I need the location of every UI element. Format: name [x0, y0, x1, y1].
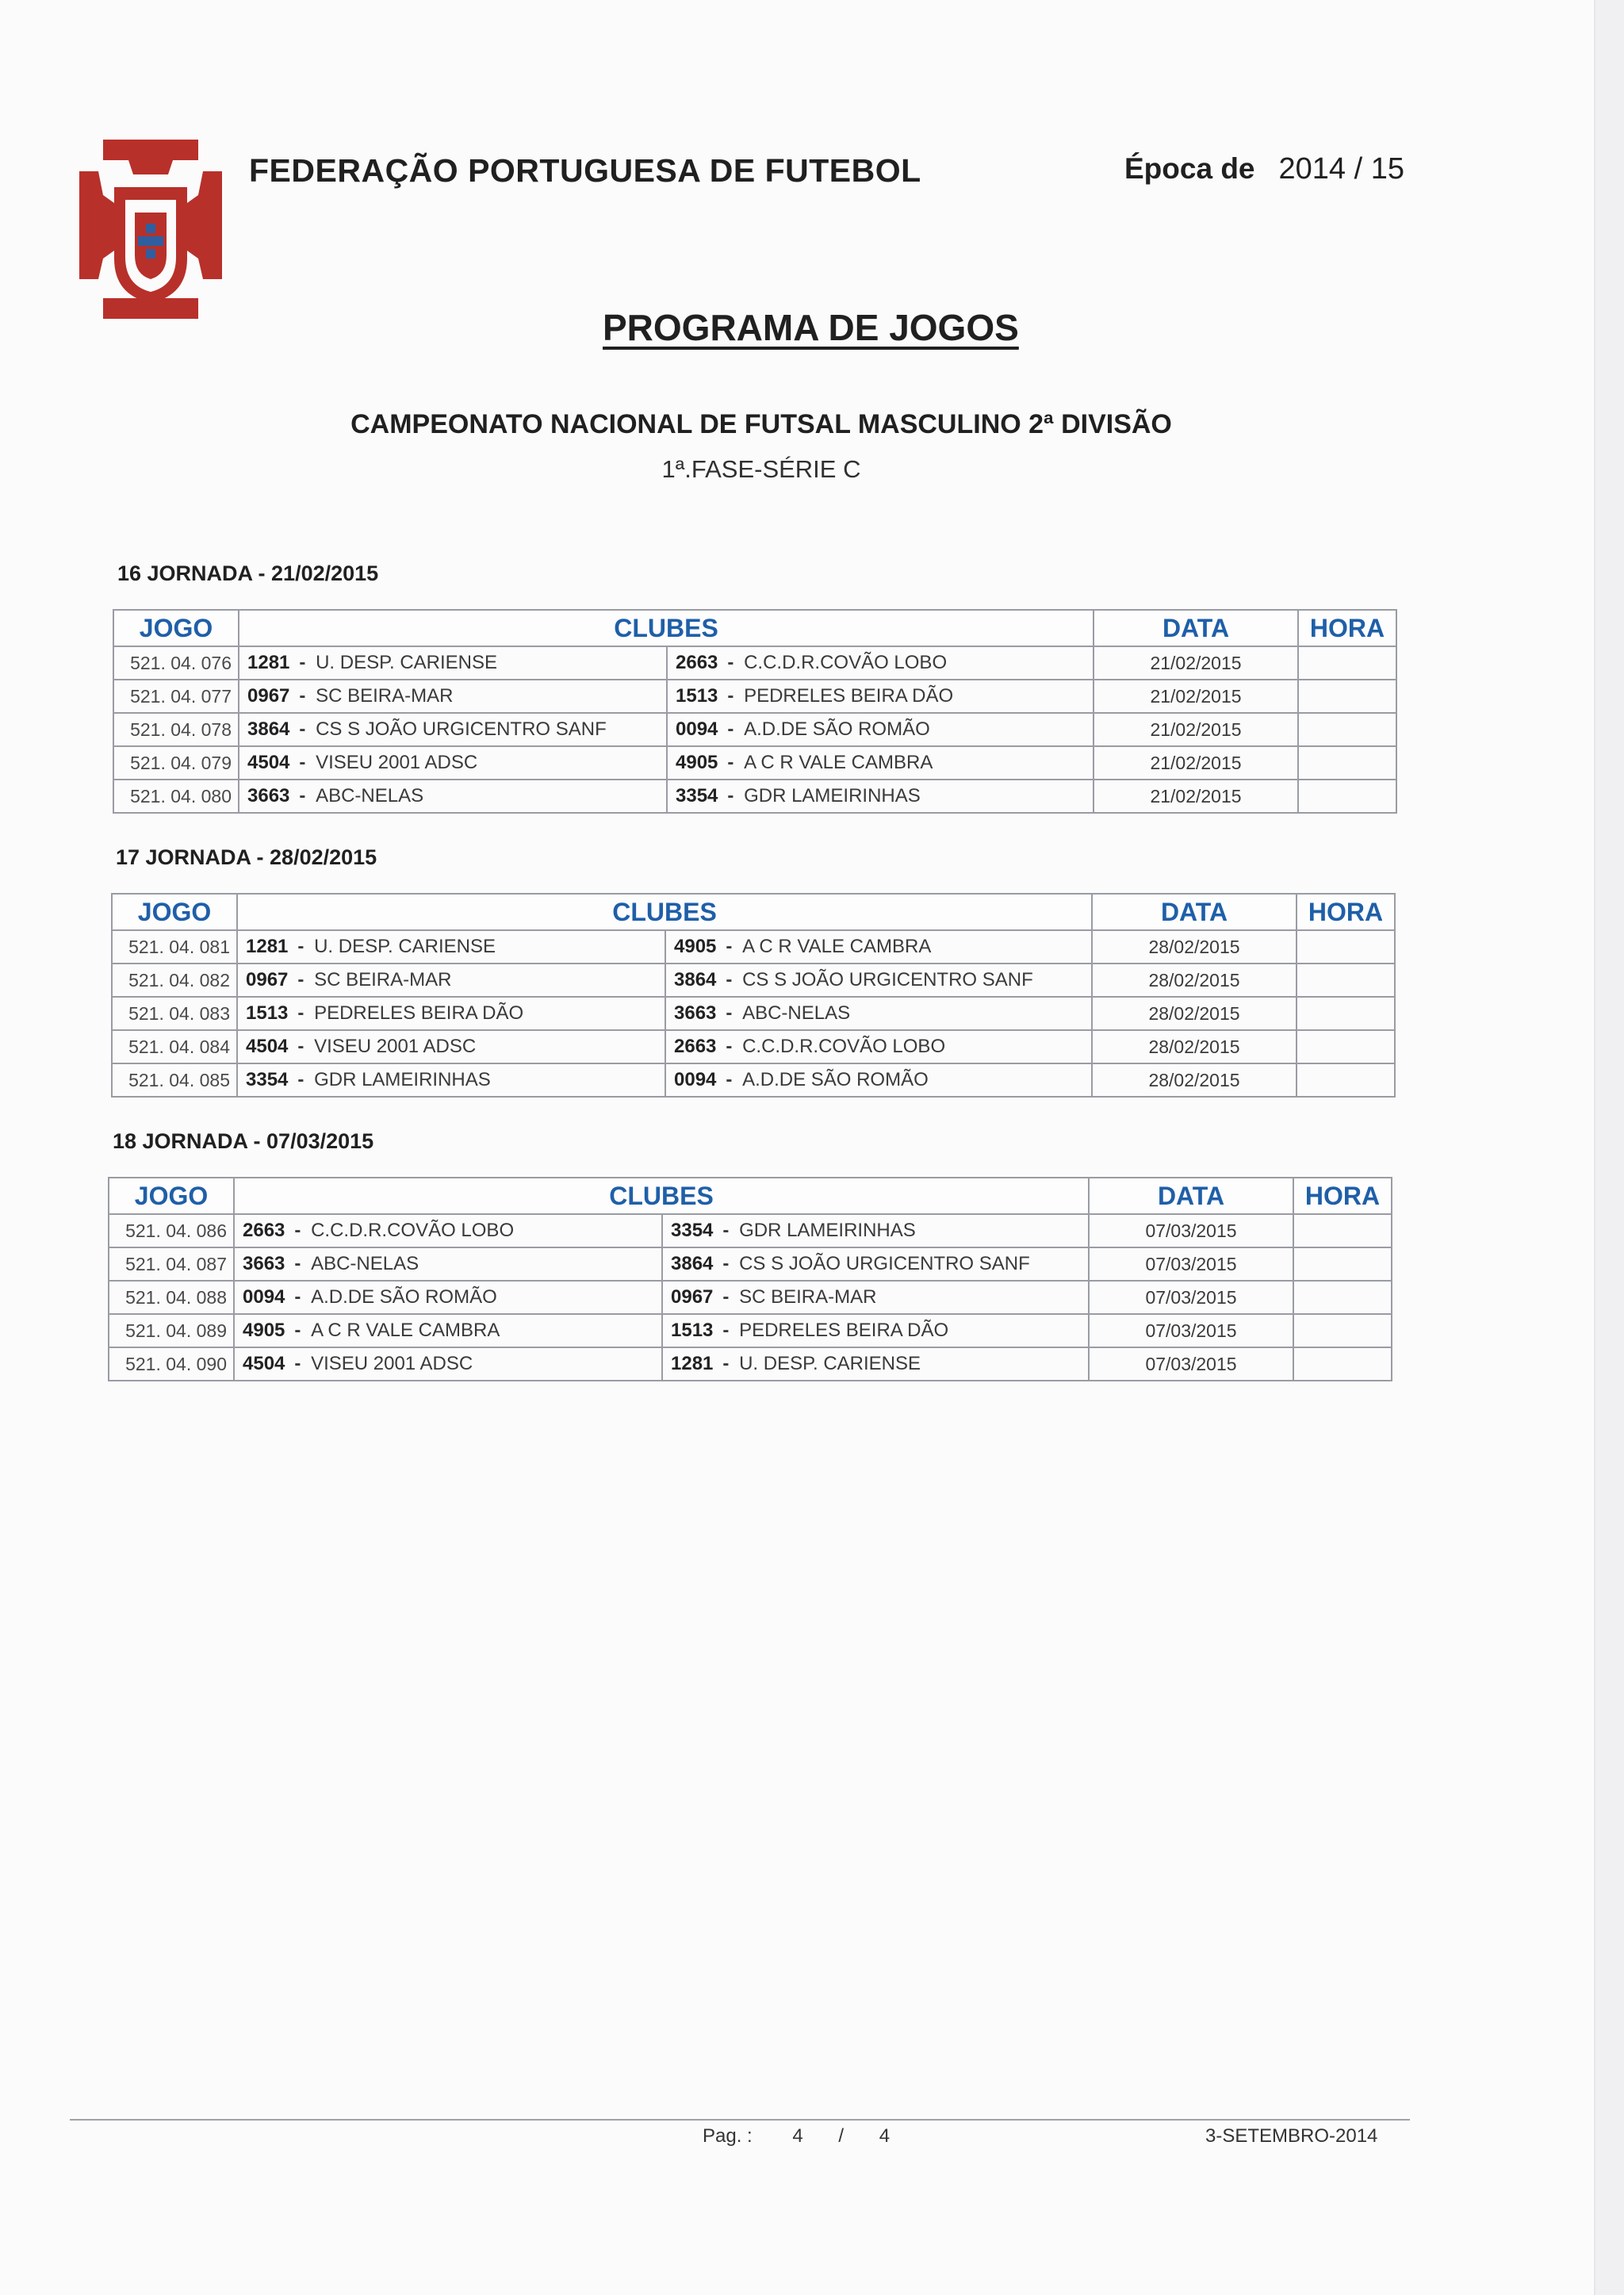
game-row: [113, 680, 1396, 713]
away-club-code: 3354: [676, 785, 718, 807]
column-header-hora: HORA: [1297, 894, 1395, 930]
game-time: [1297, 1063, 1395, 1097]
game-date: 21/02/2015: [1094, 680, 1298, 713]
scan-right-margin: [1594, 0, 1624, 2295]
away-club-name: GDR LAMEIRINHAS: [744, 785, 921, 807]
print-date: 3-SETEMBRO-2014: [1205, 2125, 1378, 2147]
home-club-cell: [234, 1281, 662, 1314]
home-club-name: VISEU 2001 ADSC: [314, 1036, 477, 1057]
away-club-name: SC BEIRA-MAR: [739, 1286, 877, 1308]
separator-dash: -: [726, 936, 738, 957]
home-club-name: U. DESP. CARIENSE: [316, 652, 498, 673]
game-number: 521. 04. 078: [113, 713, 239, 746]
separator-dash: -: [299, 785, 312, 807]
round-label: 16 JORNADA - 21/02/2015: [117, 561, 379, 585]
page-title: PROGRAMA DE JOGOS: [603, 307, 1019, 348]
game-date: 28/02/2015: [1092, 1063, 1297, 1097]
game-number: 521. 04. 082: [112, 964, 237, 997]
away-club-code: 0094: [674, 1069, 717, 1090]
away-club-code: 0094: [676, 718, 718, 740]
home-club-cell: [239, 680, 667, 713]
away-club-cell: [662, 1247, 1089, 1281]
home-club-cell: [237, 1063, 665, 1097]
away-club-cell: [662, 1347, 1089, 1381]
home-club-name: A C R VALE CAMBRA: [311, 1320, 500, 1341]
away-club-cell: [662, 1281, 1089, 1314]
away-club-cell: [662, 1314, 1089, 1347]
game-row: [113, 746, 1396, 780]
home-club-cell: [239, 646, 667, 680]
game-number: 521. 04. 088: [109, 1281, 234, 1314]
game-number: 521. 04. 089: [109, 1314, 234, 1347]
home-club-code: 4905: [243, 1320, 285, 1341]
game-row: [109, 1214, 1392, 1247]
game-date: 21/02/2015: [1094, 713, 1298, 746]
column-header-clubes: CLUBES: [237, 894, 1092, 930]
column-header-clubes: CLUBES: [239, 610, 1094, 646]
game-time: [1293, 1347, 1392, 1381]
separator-dash: -: [726, 1036, 738, 1057]
away-club-cell: [667, 646, 1094, 680]
page-label: Pag. :: [703, 2125, 753, 2147]
home-club-code: 3864: [247, 718, 290, 740]
home-club-cell: [234, 1347, 662, 1381]
game-number: 521. 04. 087: [109, 1247, 234, 1281]
home-club-name: ABC-NELAS: [311, 1253, 419, 1274]
home-club-cell: [234, 1247, 662, 1281]
game-number: 521. 04. 080: [113, 780, 239, 813]
away-club-code: 2663: [674, 1036, 717, 1057]
away-club-cell: [665, 997, 1092, 1030]
away-club-code: 3864: [674, 969, 717, 990]
away-club-name: C.C.D.R.COVÃO LOBO: [742, 1036, 946, 1057]
organization-name: FEDERAÇÃO PORTUGUESA DE FUTEBOL: [249, 152, 921, 189]
away-club-name: CS S JOÃO URGICENTRO SANF: [742, 969, 1033, 990]
round-games-table: [113, 609, 1397, 814]
game-number: 521. 04. 081: [112, 930, 237, 964]
game-date: 28/02/2015: [1092, 930, 1297, 964]
away-club-code: 4905: [674, 936, 717, 957]
round-games-table: [111, 893, 1396, 1098]
column-header-jogo: JOGO: [109, 1178, 234, 1214]
game-time: [1297, 1030, 1395, 1063]
game-date: 28/02/2015: [1092, 1030, 1297, 1063]
column-header-data: DATA: [1089, 1178, 1293, 1214]
separator-dash: -: [297, 936, 310, 957]
away-club-code: 3864: [671, 1253, 714, 1274]
home-club-cell: [237, 1030, 665, 1063]
away-club-name: U. DESP. CARIENSE: [739, 1353, 921, 1374]
away-club-cell: [665, 1063, 1092, 1097]
home-club-name: SC BEIRA-MAR: [316, 685, 454, 707]
game-row: [112, 1063, 1395, 1097]
game-date: 07/03/2015: [1089, 1314, 1293, 1347]
home-club-code: 0967: [247, 685, 290, 707]
separator-dash: -: [294, 1220, 307, 1241]
home-club-code: 3663: [243, 1253, 285, 1274]
away-club-code: 3354: [671, 1220, 714, 1241]
column-header-hora: HORA: [1293, 1178, 1392, 1214]
away-club-name: A C R VALE CAMBRA: [744, 752, 933, 773]
away-club-cell: [665, 930, 1092, 964]
game-row: [112, 1030, 1395, 1063]
separator-dash: -: [722, 1353, 735, 1374]
home-club-code: 4504: [247, 752, 290, 773]
home-club-cell: [239, 746, 667, 780]
home-club-name: A.D.DE SÃO ROMÃO: [311, 1286, 497, 1308]
home-club-cell: [239, 713, 667, 746]
away-club-name: C.C.D.R.COVÃO LOBO: [744, 652, 948, 673]
home-club-name: GDR LAMEIRINHAS: [314, 1069, 491, 1090]
game-time: [1298, 746, 1396, 780]
page-current: 4: [792, 2125, 803, 2147]
home-club-cell: [234, 1314, 662, 1347]
separator-dash: -: [299, 718, 312, 740]
home-club-cell: [237, 930, 665, 964]
season-label: Época de: [1124, 152, 1255, 185]
page-total: 4: [879, 2125, 891, 2147]
separator-dash: -: [722, 1220, 735, 1241]
game-number: 521. 04. 076: [113, 646, 239, 680]
game-row: [109, 1347, 1392, 1381]
home-club-code: 2663: [243, 1220, 285, 1241]
footer-rule: [70, 2119, 1410, 2121]
competition-name: CAMPEONATO NACIONAL DE FUTSAL MASCULINO 2ª DIVISÃO: [350, 409, 1172, 439]
game-time: [1293, 1214, 1392, 1247]
separator-dash: -: [726, 1002, 738, 1024]
game-number: 521. 04. 077: [113, 680, 239, 713]
game-row: [113, 646, 1396, 680]
separator-dash: -: [722, 1253, 735, 1274]
home-club-code: 4504: [243, 1353, 285, 1374]
game-date: 21/02/2015: [1094, 646, 1298, 680]
game-date: 21/02/2015: [1094, 780, 1298, 813]
game-time: [1298, 680, 1396, 713]
game-date: 07/03/2015: [1089, 1347, 1293, 1381]
game-time: [1298, 646, 1396, 680]
column-header-clubes: CLUBES: [234, 1178, 1089, 1214]
home-club-code: 0967: [246, 969, 289, 990]
separator-dash: -: [726, 1069, 738, 1090]
separator-dash: -: [726, 969, 738, 990]
home-club-code: 1281: [247, 652, 290, 673]
home-club-name: VISEU 2001 ADSC: [316, 752, 478, 773]
home-club-cell: [234, 1214, 662, 1247]
round-games-table: [108, 1177, 1392, 1381]
away-club-cell: [667, 746, 1094, 780]
game-number: 521. 04. 090: [109, 1347, 234, 1381]
page-number: [703, 2125, 890, 2147]
game-time: [1298, 713, 1396, 746]
away-club-cell: [665, 1030, 1092, 1063]
away-club-name: GDR LAMEIRINHAS: [739, 1220, 916, 1241]
home-club-code: 3354: [246, 1069, 289, 1090]
separator-dash: -: [294, 1253, 307, 1274]
away-club-name: ABC-NELAS: [742, 1002, 851, 1024]
game-date: 07/03/2015: [1089, 1247, 1293, 1281]
game-date: 21/02/2015: [1094, 746, 1298, 780]
away-club-code: 0967: [671, 1286, 714, 1308]
home-club-name: CS S JOÃO URGICENTRO SANF: [316, 718, 607, 740]
away-club-name: PEDRELES BEIRA DÃO: [744, 685, 954, 707]
separator-dash: -: [294, 1286, 307, 1308]
page-separator: /: [838, 2125, 845, 2147]
away-club-code: 4905: [676, 752, 718, 773]
separator-dash: -: [722, 1320, 735, 1341]
game-row: [113, 780, 1396, 813]
game-time: [1298, 780, 1396, 813]
away-club-code: 2663: [676, 652, 718, 673]
away-club-name: A.D.DE SÃO ROMÃO: [742, 1069, 929, 1090]
home-club-name: ABC-NELAS: [316, 785, 424, 807]
away-club-name: A.D.DE SÃO ROMÃO: [744, 718, 930, 740]
separator-dash: -: [727, 785, 740, 807]
away-club-code: 3663: [674, 1002, 717, 1024]
separator-dash: -: [727, 752, 740, 773]
game-time: [1297, 997, 1395, 1030]
home-club-cell: [239, 780, 667, 813]
game-date: 07/03/2015: [1089, 1214, 1293, 1247]
home-club-name: C.C.D.R.COVÃO LOBO: [311, 1220, 515, 1241]
game-row: [112, 964, 1395, 997]
home-club-cell: [237, 997, 665, 1030]
home-club-code: 1281: [246, 936, 289, 957]
home-club-name: PEDRELES BEIRA DÃO: [314, 1002, 524, 1024]
column-header-jogo: JOGO: [113, 610, 239, 646]
table-header-row: [109, 1178, 1392, 1214]
game-date: 28/02/2015: [1092, 997, 1297, 1030]
column-header-jogo: JOGO: [112, 894, 237, 930]
round-label: 17 JORNADA - 28/02/2015: [116, 845, 377, 869]
game-number: 521. 04. 086: [109, 1214, 234, 1247]
game-number: 521. 04. 085: [112, 1063, 237, 1097]
away-club-code: 1513: [676, 685, 718, 707]
away-club-code: 1513: [671, 1320, 714, 1341]
away-club-code: 1281: [671, 1353, 714, 1374]
home-club-name: U. DESP. CARIENSE: [314, 936, 496, 957]
game-date: 28/02/2015: [1092, 964, 1297, 997]
home-club-code: 1513: [246, 1002, 289, 1024]
away-club-name: PEDRELES BEIRA DÃO: [739, 1320, 949, 1341]
separator-dash: -: [727, 685, 740, 707]
away-club-cell: [667, 680, 1094, 713]
away-club-cell: [662, 1214, 1089, 1247]
separator-dash: -: [722, 1286, 735, 1308]
separator-dash: -: [297, 1069, 310, 1090]
column-header-hora: HORA: [1298, 610, 1396, 646]
game-row: [112, 997, 1395, 1030]
separator-dash: -: [727, 652, 740, 673]
game-number: 521. 04. 084: [112, 1030, 237, 1063]
fpf-crest-logo: [79, 140, 222, 319]
away-club-cell: [667, 713, 1094, 746]
home-club-code: 0094: [243, 1286, 285, 1308]
away-club-cell: [665, 964, 1092, 997]
game-row: [109, 1281, 1392, 1314]
away-club-name: CS S JOÃO URGICENTRO SANF: [739, 1253, 1030, 1274]
home-club-cell: [237, 964, 665, 997]
home-club-name: SC BEIRA-MAR: [314, 969, 452, 990]
column-header-data: DATA: [1094, 610, 1298, 646]
game-row: [109, 1314, 1392, 1347]
separator-dash: -: [727, 718, 740, 740]
game-time: [1293, 1247, 1392, 1281]
separator-dash: -: [299, 685, 312, 707]
separator-dash: -: [294, 1320, 307, 1341]
home-club-code: 4504: [246, 1036, 289, 1057]
separator-dash: -: [297, 1036, 310, 1057]
game-row: [113, 713, 1396, 746]
season-value: 2014 / 15: [1278, 152, 1404, 186]
home-club-name: VISEU 2001 ADSC: [311, 1353, 473, 1374]
game-number: 521. 04. 083: [112, 997, 237, 1030]
separator-dash: -: [299, 752, 312, 773]
separator-dash: -: [297, 969, 310, 990]
table-header-row: [113, 610, 1396, 646]
home-club-code: 3663: [247, 785, 290, 807]
game-time: [1293, 1281, 1392, 1314]
column-header-data: DATA: [1092, 894, 1297, 930]
game-time: [1297, 964, 1395, 997]
away-club-name: A C R VALE CAMBRA: [742, 936, 932, 957]
game-date: 07/03/2015: [1089, 1281, 1293, 1314]
competition-phase: 1ª.FASE-SÉRIE C: [661, 455, 861, 483]
away-club-cell: [667, 780, 1094, 813]
game-time: [1293, 1314, 1392, 1347]
game-time: [1297, 930, 1395, 964]
game-row: [112, 930, 1395, 964]
separator-dash: -: [294, 1353, 307, 1374]
separator-dash: -: [299, 652, 312, 673]
table-header-row: [112, 894, 1395, 930]
season: [1124, 152, 1404, 186]
separator-dash: -: [297, 1002, 310, 1024]
game-number: 521. 04. 079: [113, 746, 239, 780]
round-label: 18 JORNADA - 07/03/2015: [113, 1129, 374, 1153]
game-row: [109, 1247, 1392, 1281]
